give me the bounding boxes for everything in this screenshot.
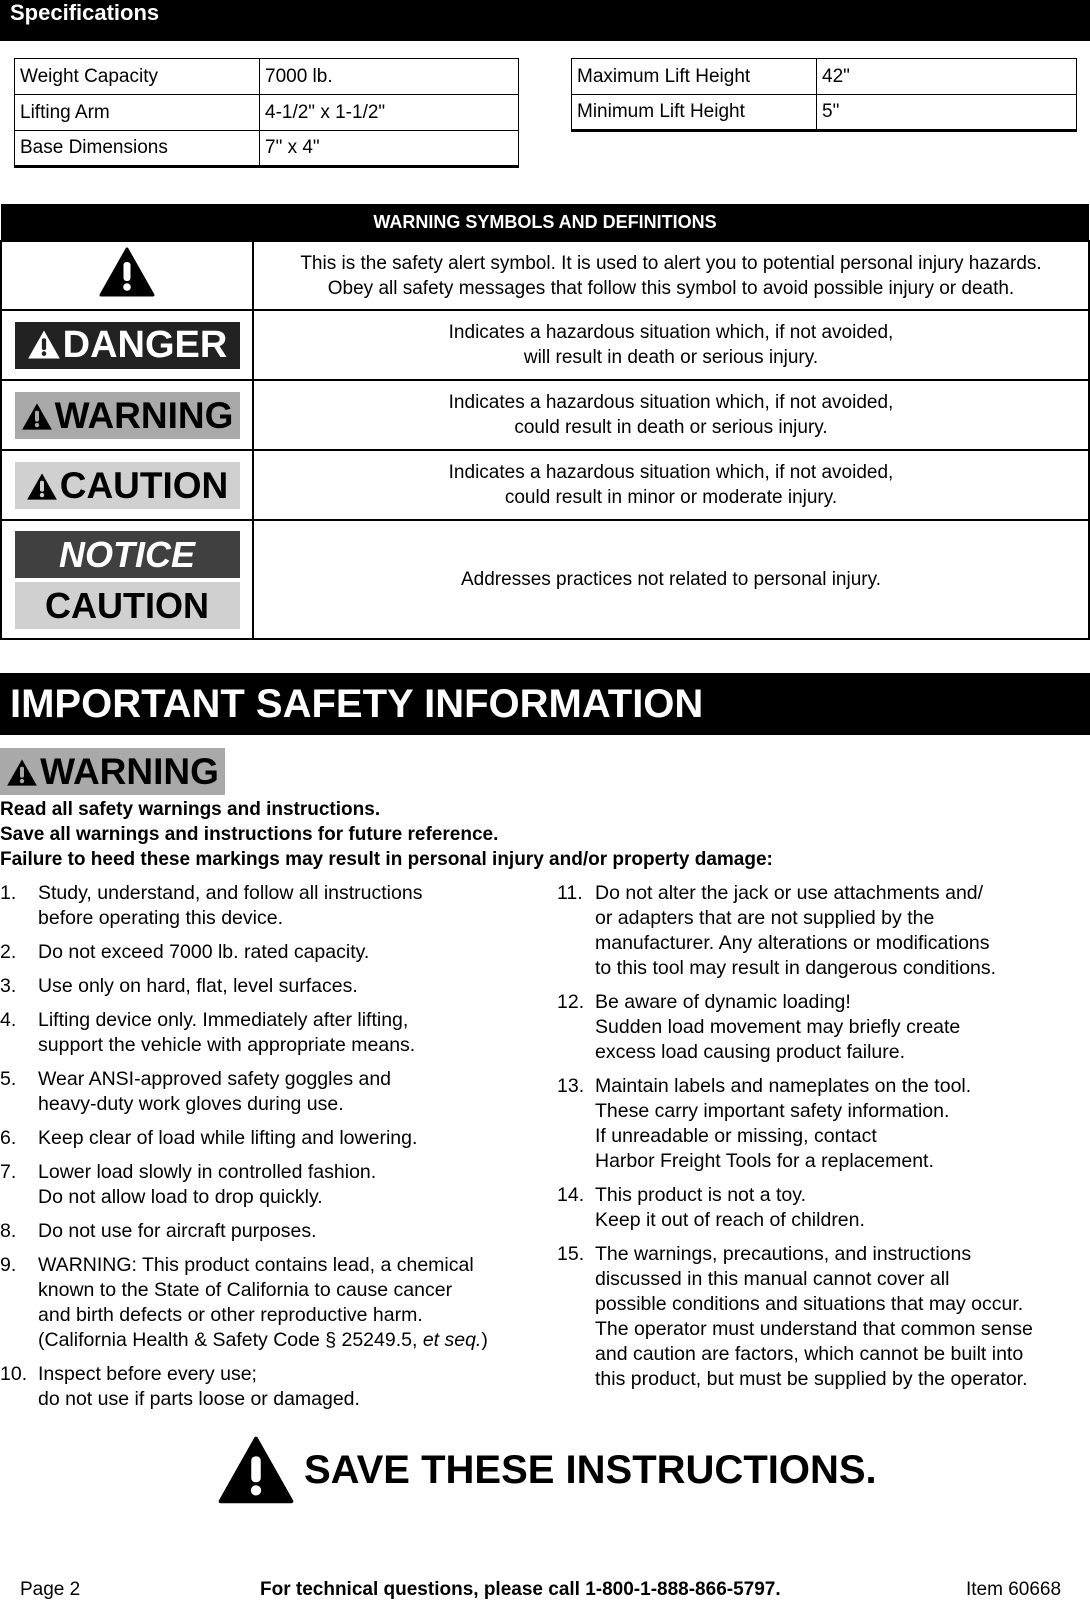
list-item (0, 1253, 540, 1353)
spec-value: 7000 lb. (260, 59, 519, 95)
list-item-line: This product is not a toy. (595, 1184, 806, 1206)
list-item-number: 6. (0, 1127, 17, 1149)
list-item-line: Wear ANSI-approved safety goggles and (38, 1068, 392, 1090)
notice-definition: Addresses practices not related to personal injury. (253, 520, 1089, 639)
list-item (0, 1008, 540, 1058)
list-item-line: this product, but must be supplied by the operator. (595, 1368, 1028, 1390)
table-row (15, 95, 519, 131)
spec-label: Weight Capacity (15, 59, 260, 95)
specifications-table-left (14, 58, 519, 168)
list-item-line: Do not allow load to drop quickly. (38, 1186, 323, 1208)
safety-alert-icon (6, 758, 38, 787)
spec-label: Lifting Arm (15, 95, 260, 131)
spec-label: Maximum Lift Height (572, 59, 817, 95)
list-item-line: These carry important safety information. (595, 1100, 950, 1122)
list-item-line: Study, understand, and follow all instructions (38, 882, 423, 904)
table-row (572, 59, 1077, 95)
warning-symbols-title: WARNING SYMBOLS AND DEFINITIONS (1, 204, 1089, 241)
warning-signal-word (15, 392, 240, 439)
spec-label: Minimum Lift Height (572, 95, 817, 131)
list-item (0, 1219, 540, 1244)
definition-line: Indicates a hazardous situation which, if not avoided, (448, 462, 894, 483)
list-item (0, 1067, 540, 1117)
list-item-number: 3. (0, 975, 17, 997)
italic-citation: et seq. (422, 1329, 482, 1351)
list-item (557, 1242, 1077, 1392)
table-row (1, 241, 1089, 310)
warning-symbols-table (0, 204, 1090, 640)
definition-line: Indicates a hazardous situation which, if not avoided, (448, 392, 894, 413)
specifications-table-right (571, 58, 1077, 132)
list-item-line: before operating this device. (38, 907, 283, 929)
list-item-number: 1. (0, 882, 17, 904)
spec-value: 5" (817, 95, 1077, 131)
list-item-number: 2. (0, 941, 17, 963)
list-item-line: discussed in this manual cannot cover all (595, 1268, 950, 1290)
list-item-number: 14. (557, 1184, 585, 1206)
specifications-title: Specifications (10, 0, 160, 25)
list-item-line: heavy-duty work gloves during use. (38, 1093, 344, 1115)
spec-value: 42" (817, 59, 1077, 95)
safety-list-left (0, 881, 540, 1421)
safety-intro (0, 797, 773, 872)
list-item-line: known to the State of California to cause cancer (38, 1279, 453, 1301)
item-number: Item 60668 (966, 1579, 1062, 1600)
notice-signal-word: NOTICE (15, 531, 240, 578)
list-item-line: Use only on hard, flat, level surfaces. (38, 975, 358, 997)
caution-definition (253, 450, 1089, 520)
safety-alert-definition (253, 241, 1089, 310)
list-item (0, 940, 540, 965)
warning-label: WARNING (54, 394, 234, 436)
caution-label: CAUTION (59, 464, 229, 506)
spec-value: 4-1/2" x 1-1/2" (260, 95, 519, 131)
list-item-number: 5. (0, 1068, 17, 1090)
definition-line: could result in minor or moderate injury. (504, 487, 838, 508)
list-item-number: 4. (0, 1009, 17, 1031)
table-row (15, 131, 519, 167)
list-item-line: excess load causing product failure. (595, 1041, 906, 1063)
save-instructions-text: SAVE THESE INSTRUCTIONS. (304, 1448, 877, 1492)
list-item-line: Do not alter the jack or use attachments and/ (595, 882, 984, 904)
safety-information-title: IMPORTANT SAFETY INFORMATION (10, 682, 704, 726)
list-item-number: 15. (557, 1243, 585, 1265)
caution-signal-word (15, 462, 240, 509)
table-row (1, 380, 1089, 450)
caution-no-symbol-signal-word: CAUTION (15, 582, 240, 629)
list-item (0, 1160, 540, 1210)
list-item (0, 974, 540, 999)
spec-label: Base Dimensions (15, 131, 260, 167)
list-item (0, 1362, 540, 1412)
list-item-number: 12. (557, 991, 585, 1013)
list-item-line: Maintain labels and nameplates on the tool. (595, 1075, 972, 1097)
table-row (15, 59, 519, 95)
list-item-line: support the vehicle with appropriate means. (38, 1034, 416, 1056)
warning-signal-word (0, 748, 225, 795)
list-item (0, 881, 540, 931)
list-item-line: manufacturer. Any alterations or modifications (595, 932, 990, 954)
list-item-line: The operator must understand that common sense (595, 1318, 1033, 1340)
list-item-number: 10. (0, 1363, 28, 1385)
page-number: Page 2 (20, 1579, 81, 1600)
safety-alert-symbol-cell (1, 241, 253, 310)
table-row (1, 520, 1089, 639)
list-item-line: and birth defects or other reproductive harm. (38, 1304, 423, 1326)
technical-contact: For technical questions, please call 1-800-1-888-866-5797. (260, 1579, 781, 1600)
list-item-line: Harbor Freight Tools for a replacement. (595, 1150, 934, 1172)
list-item (557, 1183, 1077, 1233)
list-item-line: do not use if parts loose or damaged. (38, 1388, 360, 1410)
list-item (557, 1074, 1077, 1174)
list-item-line: Keep clear of load while lifting and lowering. (38, 1127, 418, 1149)
list-item (0, 1126, 540, 1151)
table-row (1, 310, 1089, 380)
definition-line: This is the safety alert symbol. It is used to alert you to potential personal injury hazards. (300, 252, 1042, 274)
specifications-header (0, 0, 1090, 41)
safety-alert-icon (21, 402, 53, 431)
list-item (557, 990, 1077, 1065)
list-item-line: Do not exceed 7000 lb. rated capacity. (38, 941, 370, 963)
safety-alert-icon (99, 247, 155, 297)
definition-line: Indicates a hazardous situation which, if not avoided, (448, 322, 894, 343)
safety-alert-icon (26, 472, 58, 501)
intro-line: Failure to heed these markings may result in personal injury and/or property damage: (0, 849, 773, 870)
safety-list-right (557, 881, 1077, 1401)
safety-information-header (0, 673, 1090, 735)
list-item-line: Keep it out of reach of children. (595, 1209, 865, 1231)
table-row (1, 450, 1089, 520)
danger-signal-word (15, 322, 240, 369)
danger-label: DANGER (62, 323, 228, 366)
definition-line: will result in death or serious injury. (523, 347, 819, 368)
safety-alert-icon (27, 329, 61, 360)
list-item (557, 881, 1077, 981)
definition-line: could result in death or serious injury. (514, 417, 828, 438)
list-item-line: (California Health & Safety Code § 25249.5, et seq.) (38, 1329, 488, 1351)
list-item-number: 13. (557, 1075, 585, 1097)
list-item-number: 7. (0, 1161, 17, 1183)
list-item-number: 9. (0, 1254, 17, 1276)
intro-line: Read all safety warnings and instructions. (0, 799, 381, 820)
list-item-number: 8. (0, 1220, 17, 1242)
spec-value: 7" x 4" (260, 131, 519, 167)
list-item-line: Lower load slowly in controlled fashion. (38, 1161, 377, 1183)
table-row (572, 95, 1077, 131)
list-item-line: Sudden load movement may briefly create (595, 1016, 961, 1038)
list-item-line: If unreadable or missing, contact (595, 1125, 877, 1147)
list-item-line: Be aware of dynamic loading! (595, 991, 851, 1013)
list-item-line: Inspect before every use; (38, 1363, 257, 1385)
warning-label: WARNING (40, 751, 219, 792)
list-item-line: to this tool may result in dangerous conditions. (595, 957, 997, 979)
list-item-line: possible conditions and situations that may occur. (595, 1293, 1024, 1315)
list-item-line: or adapters that are not supplied by the (595, 907, 935, 929)
list-item-line: WARNING: This product contains lead, a chemical (38, 1254, 474, 1276)
list-item-line: Do not use for aircraft purposes. (38, 1220, 317, 1242)
warning-definition (253, 380, 1089, 450)
list-item-line: Lifting device only. Immediately after lifting, (38, 1009, 409, 1031)
list-item-line: and caution are factors, which cannot be built into (595, 1343, 1024, 1365)
intro-line: Save all warnings and instructions for future reference. (0, 824, 499, 845)
list-item-line: The warnings, precautions, and instructions (595, 1243, 972, 1265)
danger-definition (253, 310, 1089, 380)
definition-line: Obey all safety messages that follow this symbol to avoid possible injury or death. (327, 277, 1015, 299)
safety-alert-icon (218, 1436, 294, 1504)
list-item-number: 11. (557, 882, 583, 904)
